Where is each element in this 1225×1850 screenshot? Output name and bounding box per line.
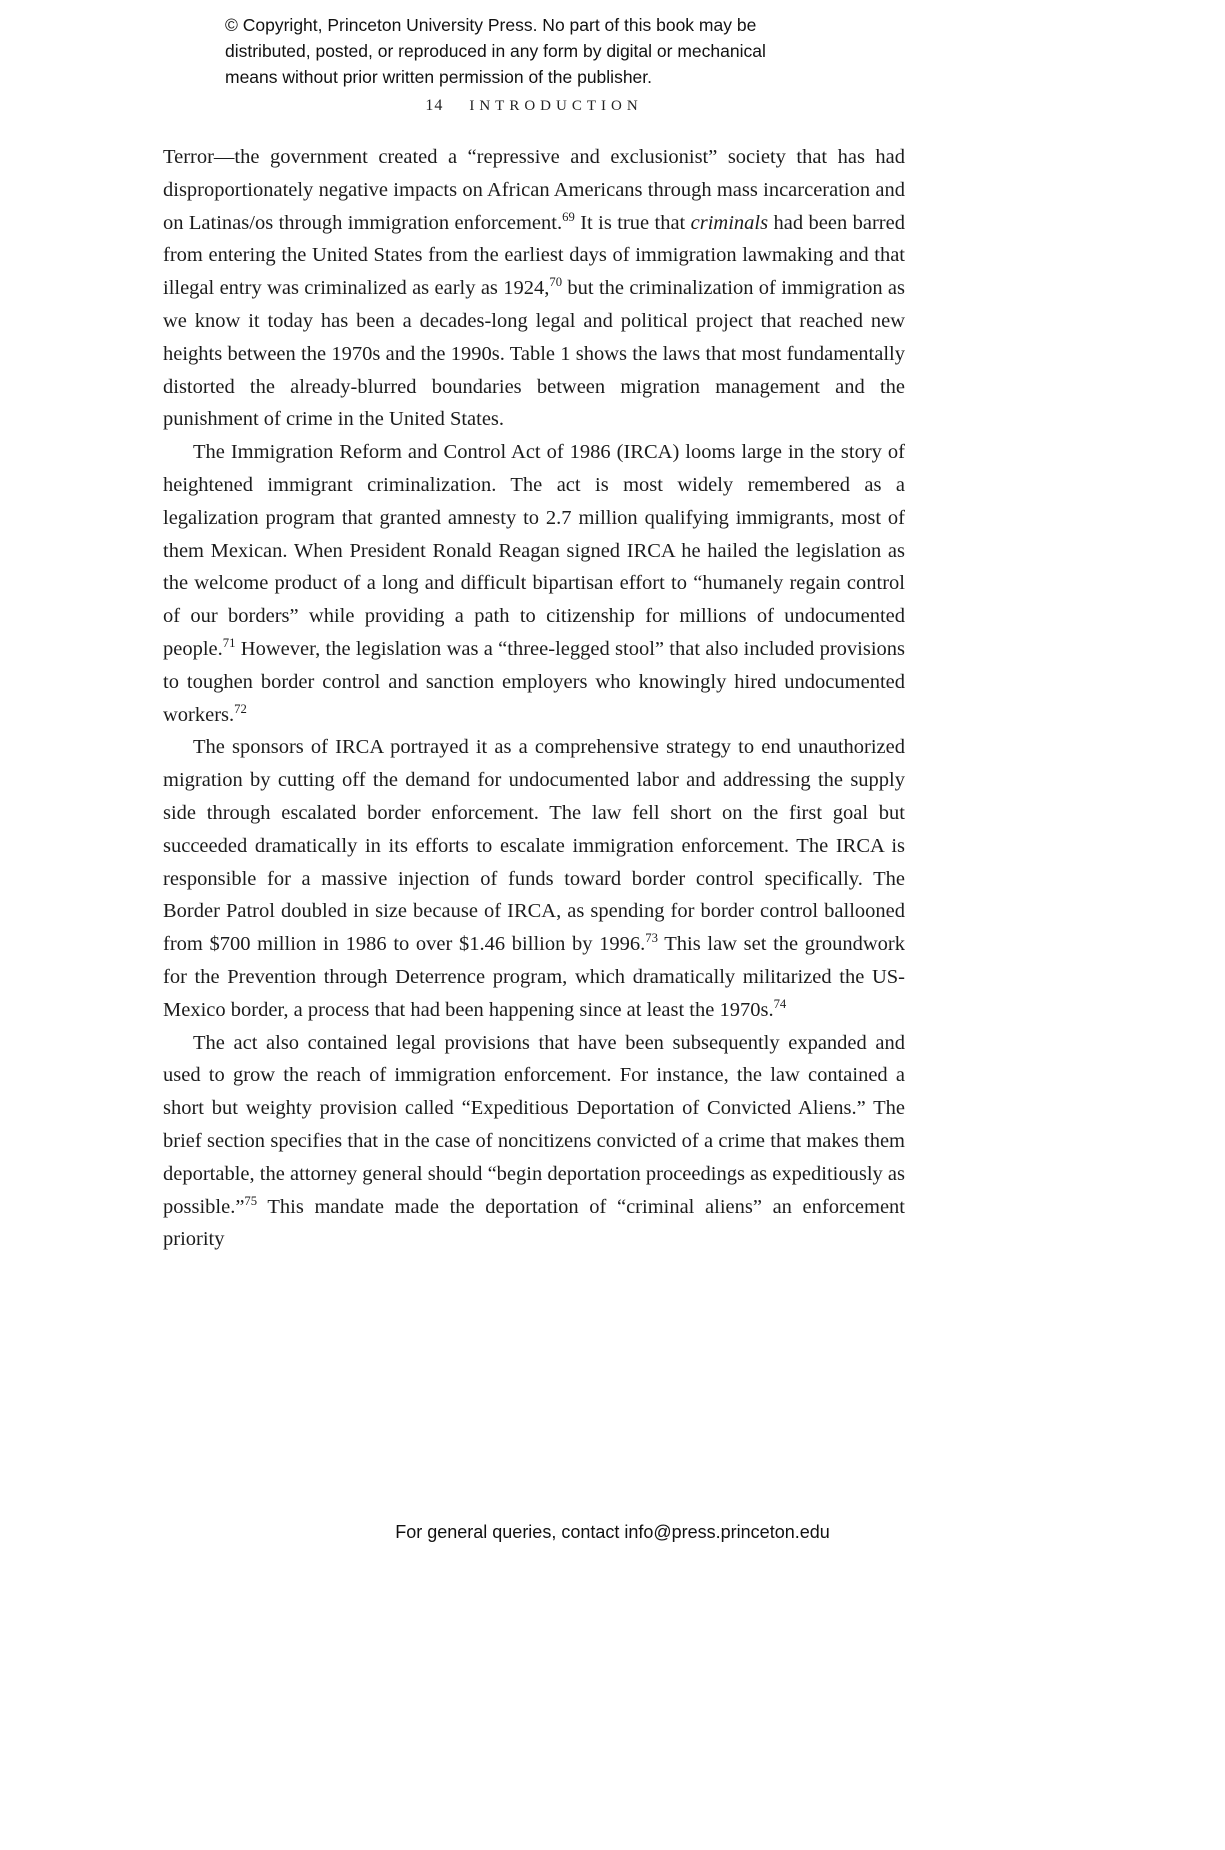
footnote-reference: 73 xyxy=(645,931,658,946)
footnote-reference: 74 xyxy=(773,996,787,1011)
text-run: The Immigration Reform and Control Act of 1986 (IRCA) looms large in the story of heightened immigrant criminalization. The act is most widely remembered as a legalization program that granted amnesty to 2.7 million qualifying immigrants, most of them Mexican. When President Ronald Reagan signed IRCA he hailed the legislation as the welcome product of a long and difficult bipartisan effort to “humanely regain control of our borders” while providing a path to citizenship for millions of undocumented people. xyxy=(163,441,905,660)
paragraph xyxy=(163,436,905,731)
text-run: It is true that xyxy=(574,211,691,234)
text-run: This law set the groundwork for the Prevention through Deterrence program, which dramatically militarized the US-Mexico border, a process that had been happening since at least the 1970s. xyxy=(163,933,905,1021)
text-run: had been barred from entering the United States from the earliest days of immigration lawmaking and that illegal entry was criminalized as early as 1924, xyxy=(163,211,905,300)
copyright-notice xyxy=(225,12,865,90)
text-run: Terror—the government created a “repressive and exclusionist” society that has had disproportionately negative impacts on African Americans through mass incarceration and on Latinas/os through immigration enforcement. xyxy=(163,146,905,234)
footnote-reference: 72 xyxy=(234,701,247,716)
paragraph xyxy=(163,731,905,1026)
running-header xyxy=(163,97,905,115)
copyright-line: © Copyright, Princeton University Press. No part of this book may be xyxy=(225,15,757,35)
copyright-line: means without prior written permission of the publisher. xyxy=(225,67,653,87)
page-number: 14 xyxy=(425,97,444,114)
footnote-reference: 71 xyxy=(222,636,236,651)
footnote-reference: 75 xyxy=(244,1193,258,1208)
text-run: The sponsors of IRCA portrayed it as a comprehensive strategy to end unauthorized migration by cutting off the demand for undocumented labor and addressing the supply side through escalated border enforcement. The law fell short on the first goal but succeeded dramatically in its efforts to escalate immigration enforcement. The IRCA is responsible for a massive injection of funds toward border control specifically. The Border Patrol doubled in size because of IRCA, as spending for border control ballooned from $700 million in 1986 to over $1.46 billion by 1996. xyxy=(163,736,905,956)
paragraph xyxy=(163,1027,905,1257)
chapter-title: INTRODUCTION xyxy=(469,98,643,114)
italic-text: criminals xyxy=(690,211,769,234)
footnote-reference: 69 xyxy=(562,209,575,224)
copyright-line: distributed, posted, or reproduced in any form by digital or mechanical xyxy=(225,41,766,61)
paragraph xyxy=(163,141,905,436)
text-run: This mandate made the deportation of “criminal aliens” an enforcement priority xyxy=(163,1195,905,1251)
text-run: but the criminalization of immigration as we know it today has been a decades-long legal and political project that reached new heights between the 1970s and the 1990s. Table 1 shows the laws that most fundamentally distorted the already-blurred boundaries between migration management and the punishment of crime in the United States. xyxy=(163,277,905,431)
text-run: The act also contained legal provisions that have been subsequently expanded and used to grow the reach of immigration enforcement. For instance, the law contained a short but weighty provision called “Expeditious Deportation of Convicted Aliens.” The brief section specifies that in the case of noncitizens convicted of a crime that makes them deportable, the attorney general should “begin deportation proceedings as expeditiously as possible.” xyxy=(163,1031,905,1218)
text-run: However, the legislation was a “three-legged stool” that also included provisions to toughen border control and sanction employers who knowingly hired undocumented workers. xyxy=(163,637,905,726)
footnote-reference: 70 xyxy=(549,275,563,290)
footer-query-note: For general queries, contact info@press.princeton.edu xyxy=(395,1522,830,1542)
body-text xyxy=(163,141,905,1256)
